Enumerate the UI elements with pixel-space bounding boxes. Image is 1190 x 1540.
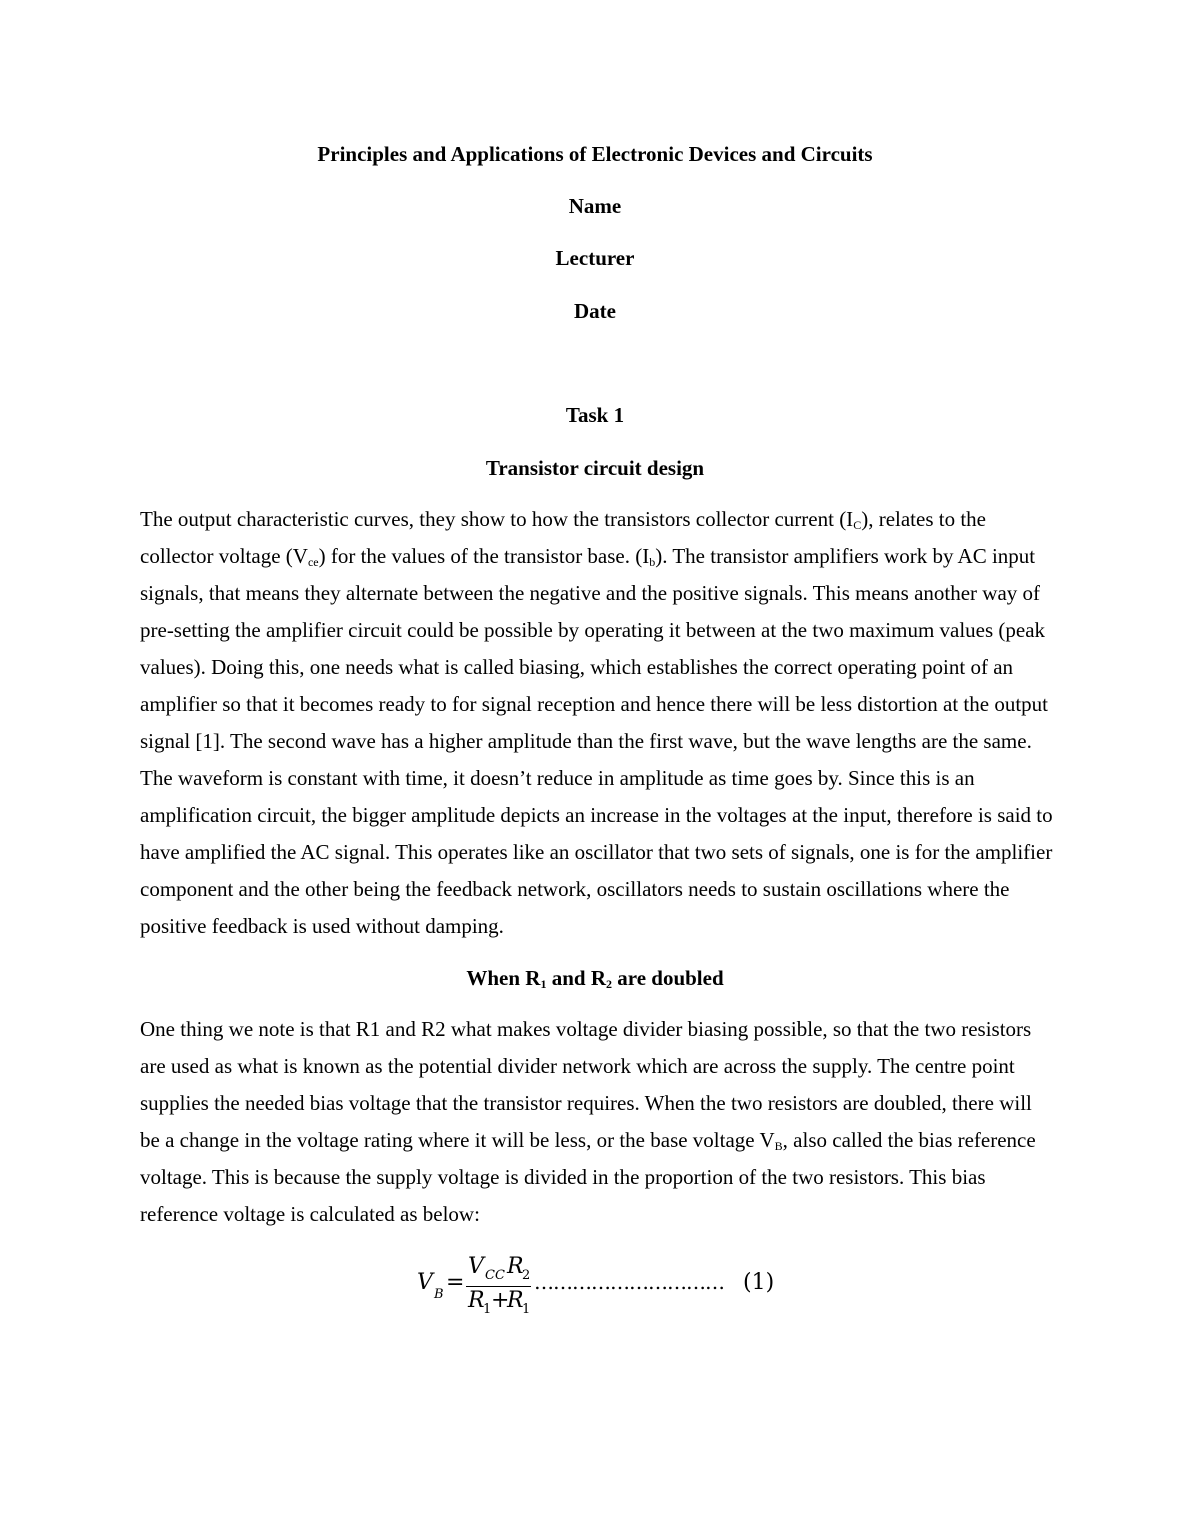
eq-den-r1-sub: 1 <box>483 1302 492 1317</box>
heading-run: When R <box>466 966 541 990</box>
text-run: ) for the values of the transistor base. (I <box>318 544 650 568</box>
paragraph-output-characteristics <box>140 501 1055 945</box>
text-run: ). The transistor amplifiers work by AC input signals, that means they alternate between the negative and the positive signals. This means another way of pre-setting the amplifier circuit could be possible by operating it between at the two maximum values (peak values). Doing this, one needs what is called biasing, which establishes the correct operating point of an amplifier so that it becomes ready to for signal reception and hence there will be less distortion at the output signal [1]. The second wave has a higher amplitude than the first wave, but the wave lengths are the same. The waveform is constant with time, it doesn’t reduce in amplitude as time goes by. Since this is an amplification circuit, the bigger amplitude depicts an increase in the voltages at the input, therefore is said to have amplified the AC signal. This operates like an oscillator that two sets of signals, one is for the amplifier component and the other being the feedback network, oscillators needs to sustain oscillations where the positive feedback is used without damping. <box>140 544 1053 938</box>
eq-den-r2-sub: 1 <box>522 1302 531 1317</box>
paragraph-voltage-divider <box>140 1011 1055 1233</box>
section-heading-resistors-doubled <box>0 964 1190 992</box>
text-run: ), relates to the collector voltage (V <box>140 507 986 568</box>
text-run: One thing we note is that R1 and R2 what makes voltage divider biasing possible, so that the two resistors are used as what is known as the potential divider network which are across the supply. The centre point supplies the needed bias voltage that the transistor requires. When the two resistors are doubled, there will be a change in the voltage rating where it will be less, or the base voltage V <box>140 1017 1032 1152</box>
heading-run: are doubled <box>612 966 724 990</box>
date-line: Date <box>574 299 616 323</box>
eq-lhs: V <box>417 1270 433 1295</box>
subscript: b <box>649 555 656 569</box>
eq-num-r-sub: 2 <box>522 1268 531 1283</box>
heading-run: and R <box>546 966 606 990</box>
eq-lhs-sub: B <box>434 1287 444 1302</box>
eq-num-r: R <box>507 1254 524 1279</box>
document-title: Principles and Applications of Electronic Devices and Circuits <box>317 142 873 166</box>
eq-equals: = <box>446 1270 465 1295</box>
text-run: The output characteristic curves, they show to how the transistors collector current (I <box>140 507 854 531</box>
subscript: B <box>774 1139 783 1153</box>
task-label: Task 1 <box>565 403 625 427</box>
eq-den-r2: R <box>507 1288 524 1313</box>
eq-num-v: V <box>468 1254 484 1279</box>
subscript: C <box>853 518 862 532</box>
equation-number: (1) <box>743 1270 775 1295</box>
equation-bias-voltage <box>415 1250 785 1320</box>
task-heading: Transistor circuit design <box>485 456 705 480</box>
subscript: 1 <box>540 977 547 991</box>
fraction-bar <box>466 1286 531 1287</box>
eq-num-v-sub: CC <box>485 1268 505 1283</box>
subscript: 2 <box>606 977 612 991</box>
author-name: Name <box>568 194 622 218</box>
eq-leader-dots: ………………………… <box>534 1270 724 1294</box>
lecturer-line: Lecturer <box>555 246 635 270</box>
subscript: ce <box>307 555 319 569</box>
text-run: , also called the bias reference voltage. This is because the supply voltage is divided in the proportion of the two resistors. This bias reference voltage is calculated as below: <box>140 1128 1036 1226</box>
eq-plus: + <box>491 1288 510 1313</box>
eq-den-r1: R <box>468 1288 485 1313</box>
